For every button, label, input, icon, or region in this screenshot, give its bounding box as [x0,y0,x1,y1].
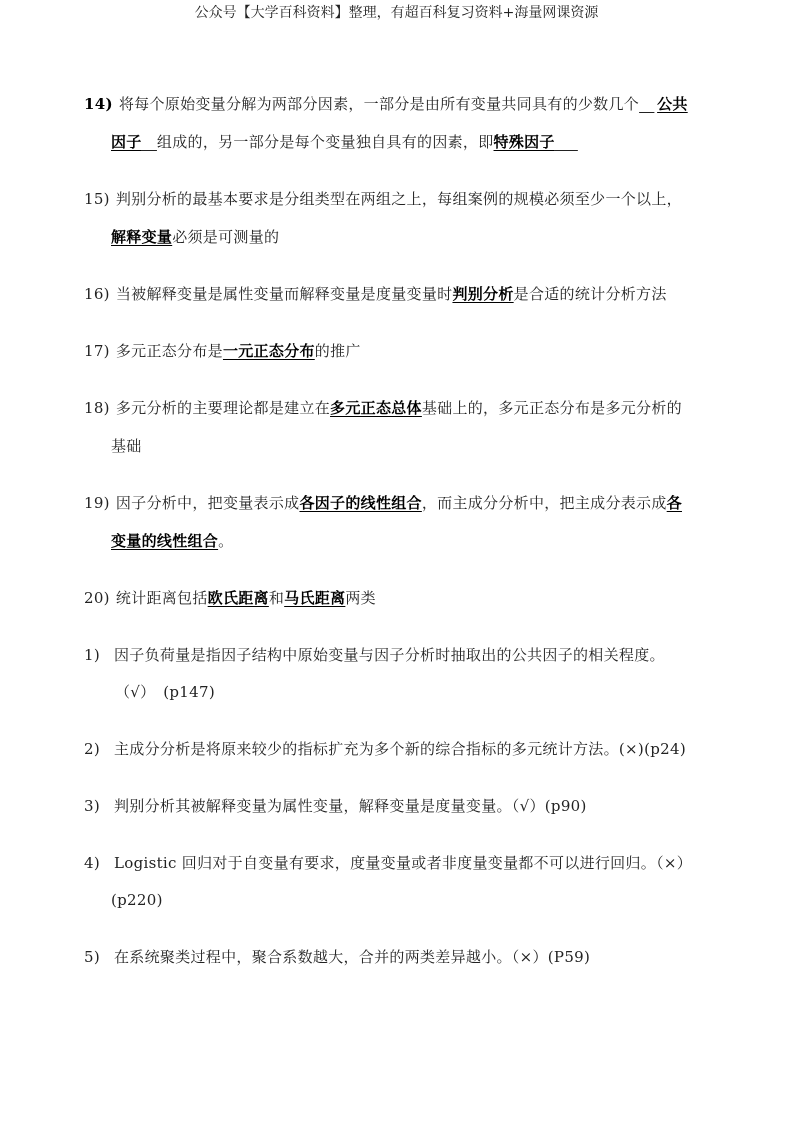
judgment-4-line-2 [111,890,163,910]
judgment-number: 4) [84,854,100,872]
item-number: 15) [84,190,110,208]
item-18-line-1 [84,398,682,418]
blank-answer: 马氏距离 [284,589,346,607]
judgment-4-line-1 [84,853,692,873]
judgment-number: 5) [84,948,100,966]
blank-answer: 欧氏距离 [207,589,269,607]
item-20-line-1 [84,588,376,608]
item-number: 19) [84,494,110,512]
item-16-line-1 [84,284,667,304]
item-number: 14) [84,95,113,113]
judgment-text: 因子负荷量是指因子结构中原始变量与因子分析时抽取出的公共因子的相关程度。 [114,646,665,664]
judgment-5-line-1 [84,947,590,967]
blank-answer: 多元正态总体 [330,399,422,417]
blank-answer: 各 [666,494,682,512]
blank-answer: 一元正态分布 [222,342,315,360]
blank-answer: 各因子的线性组合 [299,494,422,512]
item-number: 17) [84,342,110,360]
item-text: 多元正态分布是 [115,342,223,360]
item-18-line-2 [111,436,142,456]
judgment-text: 主成分分析是将原来较少的指标扩充为多个新的综合指标的多元统计方法。(×)(p24) [114,740,686,758]
item-text: 统计距离包括 [115,589,208,607]
item-text: 多元分析的主要理论都是建立在 [115,399,331,417]
item-text: 当被解释变量是属性变量而解释变量是度量变量时 [115,285,453,303]
item-14-line-2 [111,132,578,152]
judgment-1-line-1 [84,645,665,665]
blank-answer: 变量的线性组合 [111,532,219,550]
item-number: 20) [84,589,110,607]
item-19-line-1 [84,493,682,513]
judgment-number: 2) [84,740,100,758]
item-19-line-2 [111,531,233,551]
item-15-line-2 [111,227,279,247]
blank-answer: 公共 [657,95,688,113]
judgment-number: 3) [84,797,100,815]
blank-answer: 因子 [111,133,142,151]
item-text: 将每个原始变量分解为两部分因素，一部分是由所有变量共同具有的少数几个 [118,95,640,113]
item-number: 18) [84,399,110,417]
item-number: 16) [84,285,110,303]
judgment-3-line-1 [84,796,587,816]
item-14-line-1 [84,94,688,114]
judgment-text: 判别分析其被解释变量为属性变量，解释变量是度量变量。（√）(p90) [114,797,587,815]
judgment-text: Logistic 回归对于自变量有要求，度量变量或者非度量变量都不可以进行回归。（×） [114,854,693,872]
blank-answer: 判别分析 [452,285,514,303]
judgment-answer: (p220) [111,891,163,909]
judgment-number: 1) [84,646,100,664]
item-text: 必须是可测量的 [172,228,280,246]
judgment-answer: （√） (p147) [115,683,215,701]
judgment-1-line-2 [115,682,215,702]
item-text: 因子分析中，把变量表示成 [115,494,300,512]
item-text: ，而主成分分析中，把主成分表示成 [421,494,667,512]
item-text: 的推广 [314,342,361,360]
item-text: 判别分析的最基本要求是分组类型在两组之上，每组案例的规模必须至少一个以上， [115,190,682,208]
judgment-2-line-1 [84,739,686,759]
judgment-text: 在系统聚类过程中，聚合系数越大，合并的两类差异越小。（×）(P59) [114,948,591,966]
item-text: 组成的，另一部分是每个变量独自具有的因素，即 [156,133,494,151]
item-15-line-1 [84,189,682,209]
item-text: 和 [268,589,285,607]
blank-answer: 特殊因子 [493,133,555,151]
item-text: 基础 [111,437,142,455]
blank-answer: 解释变量 [111,228,173,246]
item-text: 基础上的，多元正态分布是多元分析的 [421,399,682,417]
item-17-line-1 [84,341,361,361]
item-text: 两类 [345,589,376,607]
page-header: 公众号【大学百科资料】整理，有超百科复习资料+海量网课资源 [194,5,599,21]
item-text: 是合适的统计分析方法 [513,285,667,303]
item-text: 。 [218,532,234,550]
